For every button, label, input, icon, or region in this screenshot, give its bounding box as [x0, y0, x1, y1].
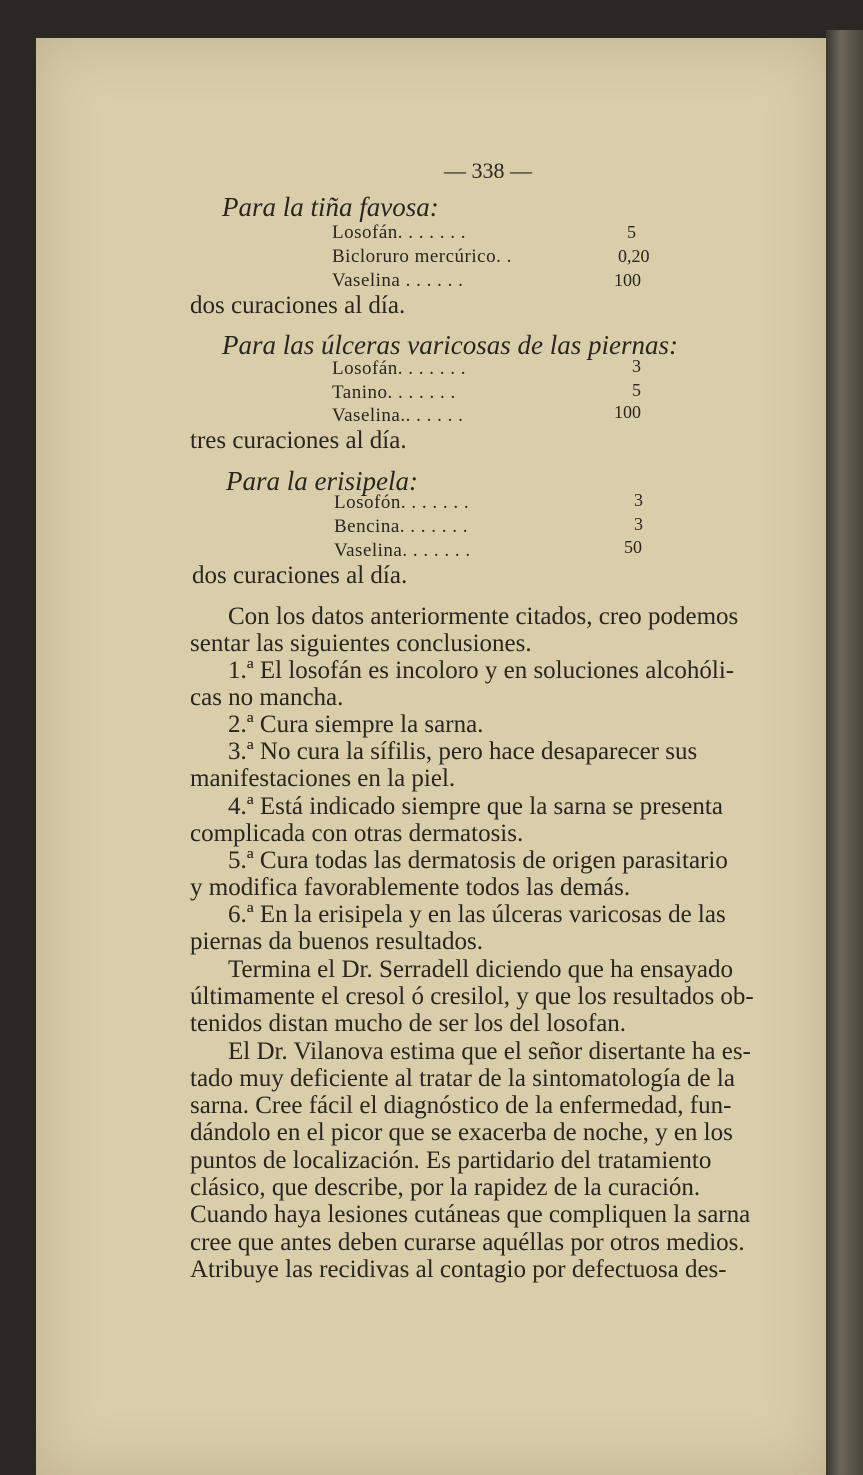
conclusion-line: 2.ª Cura siempre la sarna.: [228, 711, 484, 738]
ingredient-name: Losofán. . . . . . .: [332, 358, 467, 379]
paragraph-line: dándolo en el picor que se exacerba de noche, y en los: [190, 1119, 733, 1146]
paragraph-line: cas no mancha.: [190, 684, 344, 711]
ingredient-amount: 50: [624, 537, 642, 557]
conclusion-line: 5.ª Cura todas las dermatosis de origen parasitario: [228, 847, 728, 874]
section-heading-erisipela: Para la erisipela:: [226, 466, 418, 496]
ingredient-name: Losofán. . . . . . .: [332, 222, 467, 243]
section-heading-ulceras: Para las úlceras varicosas de las piernas:: [222, 330, 678, 360]
paragraph-line: y modifica favorablemente todos las demás.: [190, 874, 631, 901]
conclusion-line: 6.ª En la erisipela y en las úlceras varicosas de las: [228, 901, 726, 928]
paragraph-line: últimamente el cresol ó cresilol, y que los resultados ob-: [190, 983, 754, 1010]
ingredient-amount: 3: [632, 356, 641, 376]
ingredient-name: Vaselina . . . . . .: [332, 270, 464, 291]
ingredient-name: Vaselina. . . . . . .: [334, 540, 471, 561]
paragraph-line: Con los datos anteriormente citados, creo podemos: [228, 603, 739, 630]
paragraph-line: Cuando haya lesiones cutáneas que compliquen la sarna: [190, 1201, 751, 1228]
section-note: dos curaciones al día.: [190, 292, 406, 319]
section-note: tres curaciones al día.: [190, 427, 407, 454]
conclusion-line: 1.ª El losofán es incoloro y en soluciones alcohóli-: [228, 657, 735, 684]
conclusion-line: 3.ª No cura la sífilis, pero hace desaparecer sus: [228, 738, 698, 765]
ingredient-name: Bicloruro mercúrico. .: [332, 246, 512, 267]
paragraph-line: sentar las siguientes conclusiones.: [190, 630, 532, 657]
paragraph-line: Atribuye las recidivas al contagio por defectuosa des-: [190, 1256, 727, 1283]
ingredient-amount: 5: [627, 222, 636, 242]
ingredient-amount: 100: [614, 402, 641, 422]
conclusion-line: 4.ª Está indicado siempre que la sarna se presenta: [228, 793, 723, 820]
paragraph-line: puntos de localización. Es partidario del tratamiento: [190, 1147, 712, 1174]
ingredient-amount: 3: [634, 490, 643, 510]
book-spine-edge: [826, 30, 863, 1475]
paragraph-line: El Dr. Vilanova estima que el señor disertante ha es-: [228, 1038, 751, 1065]
paragraph-line: manifestaciones en la piel.: [190, 765, 456, 792]
paragraph-line: tado muy deficiente al tratar de la sintomatología de la: [190, 1065, 735, 1092]
section-heading-tina: Para la tiña favosa:: [222, 192, 439, 222]
ingredient-name: Losofón. . . . . . .: [334, 492, 470, 513]
ingredient-amount: 5: [632, 380, 641, 400]
section-note: dos curaciones al día.: [192, 562, 408, 589]
ingredient-name: Bencina. . . . . . .: [334, 516, 469, 537]
paragraph-line: sarna. Cree fácil el diagnóstico de la enfermedad, fun-: [190, 1092, 732, 1119]
page-number: — 338 —: [444, 158, 532, 183]
ingredient-amount: 100: [614, 270, 641, 290]
paragraph-line: cree que antes deben curarse aquéllas por otros medios.: [190, 1229, 745, 1256]
ingredient-amount: 3: [634, 514, 643, 534]
paragraph-line: piernas da buenos resultados.: [190, 928, 483, 955]
paragraph-line: clásico, que describe, por la rapidez de la curación.: [190, 1174, 701, 1201]
ingredient-amount: 0,20: [618, 246, 650, 266]
ingredient-name: Tanino. . . . . . .: [332, 382, 456, 403]
paragraph-line: complicada con otras dermatosis.: [190, 820, 524, 847]
ingredient-name: Vaselina.. . . . . .: [332, 405, 464, 426]
paragraph-line: Termina el Dr. Serradell diciendo que ha ensayado: [228, 956, 734, 983]
paragraph-line: tenidos distan mucho de ser los del losofan.: [190, 1010, 627, 1037]
